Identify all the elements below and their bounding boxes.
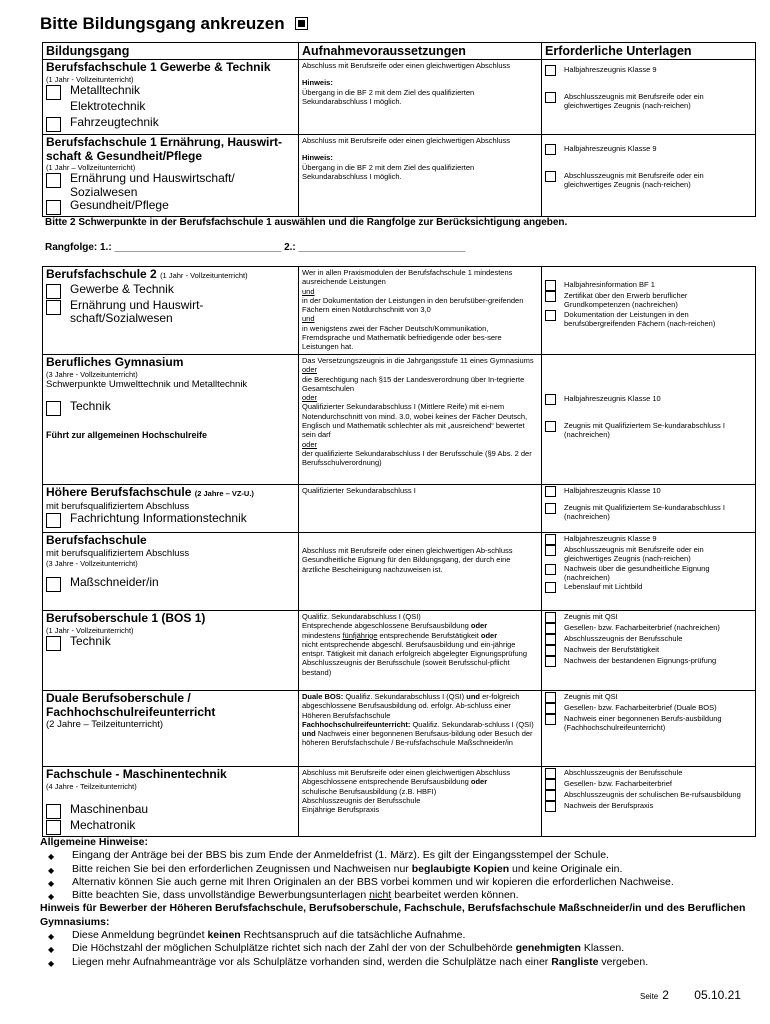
bf1-note: Bitte 2 Schwerpunkte in der Berufsfachschule 1 auswählen und die Rangfolge zur Berücksichtigung angeben. — [45, 217, 568, 228]
bf1-ehg-cell — [43, 135, 299, 217]
page-title: Bitte Bildungsgang ankreuzen — [40, 14, 308, 34]
doc-item[interactable]: Gesellen- bzw. Facharbeiterbrief — [545, 779, 752, 790]
option-ernaehrung-hw[interactable]: Ernährung und Hauswirt-schaft/Sozialwesen — [46, 299, 295, 326]
doc-item[interactable]: Halbjahreszeugnis Klasse 10 — [545, 486, 752, 497]
table-courses — [42, 266, 756, 837]
option-metalltechnik[interactable]: Metalltechnik — [46, 84, 295, 100]
option-informationstechnik[interactable]: Fachrichtung Informationstechnik — [46, 512, 295, 528]
option-mechatronik[interactable]: Mechatronik — [46, 819, 295, 835]
doc-item[interactable]: Halbjahresinformation BF 1 — [545, 280, 752, 291]
bf2-title: Berufsfachschule 2 — [46, 267, 157, 281]
bf2-docs — [542, 267, 756, 355]
bf1-gt-sub: (1 Jahr - Vollzeitunterricht) — [46, 74, 134, 84]
fs-req: Abschluss mit Berufsreife oder einen gleichwertigen Abschluss Abgeschlossene entsprechende Berufsausbildung oder schulische Berufsausbildung (z.B. HBFI) Abschlusszeugnis der Berufsschule Einjährige Berufspraxis — [299, 767, 542, 837]
hints-title-1: Allgemeine Hinweise: — [40, 836, 148, 848]
option-ernaehrung[interactable]: Ernährung und Hauswirtschaft/ Sozialwesen — [46, 172, 295, 199]
bos-title: Berufsoberschule 1 (BOS 1) — [46, 611, 206, 625]
hint-item: ◆ Bitte reichen Sie bei den erforderlichen Zeugnissen und Nachweisen nur beglaubigte Kopien und keine Originale ein. — [40, 863, 760, 876]
bg-req: Das Versetzungszeugnis in die Jahrgangsstufe 11 eines Gymnasiums oder die Berechtigung nach §15 der Landesverordnung über In-tegrierte Gesamtschulen oder Qualifizierter Sekundarabschluss I (Mittlere Reife) mit ei-nem Notendurchschnitt von mind. 3.0, wobei keines der Fächer Deutsch, Englisch und Mathematik schlechter als mit „ausreichend“ bewertet sein darf oder der qualifizierte Sekundarabschluss I der Berufsschule (§9 Abs. 2 der Berufsschulverordnung) — [299, 355, 542, 485]
bfs-req: Abschluss mit Berufsreife oder einen gleichwertigen Ab-schluss Gesundheitliche Eignung für den Bildungsgang, der durch eine ärztliche Bescheinigung nachzuweisen ist. — [299, 533, 542, 611]
fs-title: Fachschule - Maschinentechnik — [46, 767, 227, 781]
dbos-title: Duale Berufsoberschule / Fachhochschulreifeunterricht — [46, 691, 216, 719]
doc-item[interactable]: Gesellen- bzw. Facharbeiterbrief (nachreichen) — [545, 623, 752, 634]
bf1-gt-cell — [43, 60, 299, 135]
doc-item[interactable]: Halbjahreszeugnis Klasse 10 — [545, 394, 752, 405]
doc-item[interactable]: Halbjahreszeugnis Klasse 9 — [545, 65, 752, 76]
doc-item[interactable]: Halbjahreszeugnis Klasse 9 — [545, 534, 752, 545]
hint-item: ◆ Eingang der Anträge bei der BBS bis zum Ende der Anmeldefrist (1. März). Es gilt der Eingangsstempel der Schule. — [40, 849, 760, 862]
bfs-cell: Berufsfachschule mit berufsqualifiziertem Abschluss (3 Jahre - Vollzeitunterricht) Maßschneider/in — [43, 533, 299, 611]
hbf-cell: Höhere Berufsfachschule (2 Jahre – VZ-U.) mit berufsqualifiziertem Abschluss Fachrichtung Informationstechnik — [43, 485, 299, 533]
doc-item[interactable]: Zertifikat über den Erwerb beruflicher Grundkompetenzen (nachreichen) — [545, 291, 752, 310]
bg-cell: Berufliches Gymnasium (3 Jahre - Vollzeitunterricht) Schwerpunkte Umwelttechnik und Metalltechnik Technik Führt zur allgemeinen Hochschulreife — [43, 355, 299, 485]
bg-title: Berufliches Gymnasium — [46, 355, 184, 369]
doc-item[interactable]: Nachweis der Berufspraxis — [545, 801, 752, 812]
option-technik-bg[interactable]: Technik — [46, 400, 295, 416]
doc-item[interactable]: Nachweis einer begonnenen Berufs-ausbildung (Fachhochschulreifeunterricht) — [545, 714, 752, 733]
doc-item[interactable]: Dokumentation der Leistungen in den berufsübergreifenden Fächern (nach-reichen) — [545, 310, 752, 329]
page-label: Seite — [640, 992, 659, 1001]
hbf-req: Qualifizierter Sekundarabschluss I — [299, 485, 542, 533]
bos-req: Qualifiz. Sekundarabschluss I (QSI) Entsprechende abgeschlossene Berufsausbildung oder mindestens fünfjährige entsprechende Berufstätigkeit oder nicht entsprechende abgeschl. Berufsausbildung und ein-jährige entspr. Tätigkeit mit danach erfolgreich abgelegter Eignungsprüfung Abschlusszeugnis der Berufsschule (soweit Berufsschul-pflicht bestand) — [299, 611, 542, 691]
hbf-title: Höhere Berufsfachschule — [46, 485, 192, 499]
doc-item[interactable]: Abschlusszeugnis mit Berufsreife oder ein gleichwertiges Zeugnis (nach-reichen) — [545, 92, 752, 111]
doc-item[interactable]: Nachweis der bestandenen Eignungs-prüfung — [545, 656, 752, 667]
checkbox[interactable] — [46, 117, 61, 132]
bf1-ehg-sub: (1 Jahr – Vollzeitunterricht) — [46, 163, 136, 172]
dbos-docs — [542, 691, 756, 767]
option-gesundheit[interactable]: Gesundheit/Pflege — [46, 199, 295, 215]
bf1-ehg-docs — [542, 135, 756, 217]
doc-item[interactable]: Zeugnis mit QSI — [545, 692, 752, 703]
doc-item[interactable]: Halbjahreszeugnis Klasse 9 — [545, 144, 752, 155]
hint-item: ◆ Alternativ können Sie auch gerne mit Ihren Originalen an der BBS vorbei kommen und wir kopieren die erforderlichen Nachweise. — [40, 876, 760, 889]
hint-item: ◆ Bitte beachten Sie, dass unvollständige Bewerbungsunterlagen nicht bearbeitet werden können. — [40, 889, 760, 902]
option-technik-bos[interactable]: Technik — [46, 635, 295, 651]
option-maschinenbau[interactable]: Maschinenbau — [46, 803, 295, 819]
doc-item[interactable]: Abschlusszeugnis mit Berufsreife oder ein gleichwertiges Zeugnis (nach-reichen) — [545, 171, 752, 190]
doc-item[interactable]: Nachweis über die gesundheitliche Eignung (nachreichen) — [545, 564, 752, 583]
bf1-ehg-req: Abschluss mit Berufsreife oder einen gleichwertigen Abschluss Hinweis: Übergang in die BF 2 mit dem Ziel des qualifizierten Sekundarabschluss I möglich. — [299, 135, 542, 217]
doc-item[interactable]: Zeugnis mit QSI — [545, 612, 752, 623]
bg-docs — [542, 355, 756, 485]
checkbox[interactable] — [46, 85, 61, 100]
doc-item[interactable]: Abschlusszeugnis der Berufsschule — [545, 634, 752, 645]
hbf-docs — [542, 485, 756, 533]
header-bildungsgang: Bildungsgang — [43, 43, 299, 60]
hints-title-2: Hinweis für Bewerber der Höheren Berufsfachschule, Berufsoberschule, Fachschule, Berufsfachschule Maßschneider/in und des Beruflichen Gymnasiums: — [40, 902, 746, 928]
bfs-title: Berufsfachschule — [46, 533, 147, 547]
option-massschneider[interactable]: Maßschneider/in — [46, 576, 295, 592]
option-fahrzeugtechnik[interactable]: Fahrzeugtechnik — [46, 116, 295, 132]
bf1-gt-docs — [542, 60, 756, 135]
bf1-gt-req: Abschluss mit Berufsreife oder einen gleichwertigen Abschluss Hinweis: Übergang in die BF 2 mit dem Ziel des qualifizierten Sekundarabschluss I möglich. — [299, 60, 542, 135]
hints-section — [40, 836, 760, 969]
doc-item[interactable]: Nachweis der Berufstätigkeit — [545, 645, 752, 656]
bf1-ehg-title: Berufsfachschule 1 Ernährung, Hauswirt-schaft & Gesundheit/Pflege — [46, 135, 283, 163]
bfs-docs — [542, 533, 756, 611]
doc-item[interactable]: Abschlusszeugnis mit Berufsreife oder ein gleichwertiges Zeugnis (nach-reichen) — [545, 545, 752, 564]
fs-cell: Fachschule - Maschinentechnik (4 Jahre - Teilzeitunterricht) Maschinenbau Mechatronik — [43, 767, 299, 837]
rangfolge-field[interactable]: Rangfolge: 1.: ______________________________ 2.: ______________________________ — [45, 242, 466, 253]
page-footer — [640, 988, 741, 1002]
dbos-req: Duale BOS: Qualifiz. Sekundarabschluss I (QSI) und er-folgreich abgeschlossene Berufsausbildung od. erfolgr. Ab-schluss einer Höheren Berufsfachschule Fachhochschulreifeunterricht: Qualifiz. Sekundarab-schluss I (QSI) und Nachweis einer begonnenen Berufsaus-bildung oder Besuch der höheren Berufsfachschule / Be-rufsfachschule Maßschneider/in — [299, 691, 542, 767]
bos-cell: Berufsoberschule 1 (BOS 1) (1 Jahr - Vollzeitunterricht) Technik — [43, 611, 299, 691]
doc-item[interactable]: Zeugnis mit Qualifiziertem Se-kundarabschluss I (nachreichen) — [545, 503, 752, 522]
header-voraussetzungen: Aufnahmevoraussetzungen — [299, 43, 542, 60]
bf2-req: Wer in allen Praxismodulen der Berufsfachschule 1 mindestens ausreichende Leistungen und in der Dokumentation der Leistungen in den berufsüber-greifenden Fächern einen Notdurchschnitt von 3,0 und in wenigstens zwei der Fächer Deutsch/Kommunikation, Fremdsprache und Mathematik befriedigende oder bes-sere Leistungen hat. — [299, 267, 542, 355]
hint-item: ◆ Die Höchstzahl der möglichen Schulplätze richtet sich nach der Zahl der von der Schulbehörde genehmigten Klassen. — [40, 942, 760, 955]
fs-docs — [542, 767, 756, 837]
dbos-cell: Duale Berufsoberschule / Fachhochschulreifeunterricht (2 Jahre – Teilzeitunterricht) — [43, 691, 299, 767]
option-elektrotechnik[interactable]: Elektrotechnik — [70, 98, 146, 113]
doc-item[interactable]: Lebenslauf mit Lichtbild — [545, 582, 752, 593]
bos-docs — [542, 611, 756, 691]
doc-item[interactable]: Abschlusszeugnis der schulischen Be-rufsausbildung — [545, 790, 752, 801]
doc-item[interactable]: Gesellen- bzw. Facharbeiterbrief (Duale BOS) — [545, 703, 752, 714]
header-unterlagen: Erforderliche Unterlagen — [542, 43, 756, 60]
date: 05.10.21 — [694, 988, 741, 1002]
page-number: 2 — [662, 988, 669, 1002]
table-bf1 — [42, 42, 756, 217]
bf1-gt-title: Berufsfachschule 1 Gewerbe & Technik — [46, 60, 271, 74]
hint-item: ◆ Diese Anmeldung begründet keinen Rechtsanspruch auf die tatsächliche Aufnahme. — [40, 929, 760, 942]
hint-item: ◆ Liegen mehr Aufnahmeanträge vor als Schulplätze vorhanden sind, werden die Schulplätze nach einer Rangliste vergeben. — [40, 956, 760, 969]
checkbox-icon — [295, 17, 308, 30]
bf2-cell: Berufsfachschule 2 (1 Jahr - Vollzeitunterricht) Gewerbe & Technik Ernährung und Hauswirt-schaft/Sozialwesen — [43, 267, 299, 355]
doc-item[interactable]: Abschlusszeugnis der Berufsschule — [545, 768, 752, 779]
option-gewerbe-technik[interactable]: Gewerbe & Technik — [46, 283, 295, 299]
doc-item[interactable]: Zeugnis mit Qualifiziertem Se-kundarabschluss I (nachreichen) — [545, 421, 752, 440]
